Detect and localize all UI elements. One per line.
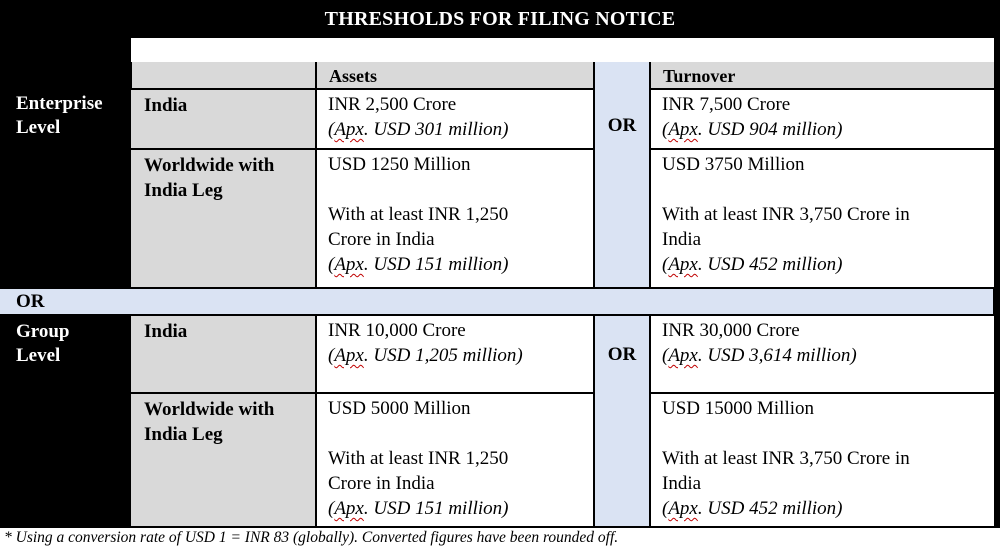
middle-or-label: OR xyxy=(16,291,45,312)
apx-word: Apx xyxy=(334,498,364,519)
group-worldwide-assets-condition-1: With at least INR 1,250 xyxy=(328,448,509,469)
group-worldwide-assets-condition-2: Crore in India xyxy=(328,473,435,494)
right-black-edge xyxy=(994,38,1000,528)
group-worldwide-turnover-value: USD 15000 Million xyxy=(662,398,815,419)
group-india-turnover xyxy=(649,316,994,392)
enterprise-india-label: India xyxy=(131,88,315,148)
group-india-label: India xyxy=(131,316,315,392)
apx-word: Apx xyxy=(668,254,698,275)
enterprise-level-label-line1: Enterprise xyxy=(16,93,103,114)
group-worldwide-assets-value: USD 5000 Million xyxy=(328,398,471,419)
group-worldwide-label xyxy=(131,392,315,528)
enterprise-worldwide-label xyxy=(131,148,315,287)
enterprise-worldwide-turnover-usd: (Apx. USD 452 million) xyxy=(662,254,843,275)
usd-text: . USD 151 million) xyxy=(363,254,509,275)
middle-or-band xyxy=(0,287,994,316)
enterprise-india-assets xyxy=(315,88,593,148)
header-left-black xyxy=(0,38,131,62)
or-column-enterprise xyxy=(593,62,649,287)
enterprise-india-turnover-value: INR 7,500 Crore xyxy=(662,94,791,115)
group-level-label-line1: Group xyxy=(16,321,70,342)
group-worldwide-assets-usd: (Apx. USD 151 million) xyxy=(328,498,509,519)
group-worldwide-turnover-usd: (Apx. USD 452 million) xyxy=(662,498,843,519)
table-title: THRESHOLDS FOR FILING NOTICE xyxy=(0,0,1000,38)
apx-word: Apx xyxy=(668,498,698,519)
usd-text: . USD 1,205 million) xyxy=(363,345,523,366)
group-india-assets-usd: (Apx. USD 1,205 million) xyxy=(328,345,523,366)
enterprise-worldwide-label-line2: India Leg xyxy=(144,180,223,201)
enterprise-worldwide-turnover xyxy=(649,148,994,287)
footnote: * Using a conversion rate of USD 1 = INR 83 (globally). Converted figures have been rounded off. xyxy=(4,529,619,546)
group-worldwide-label-line1: Worldwide with xyxy=(144,399,275,420)
group-level-label-line2: Level xyxy=(16,345,61,366)
group-worldwide-turnover xyxy=(649,392,994,528)
enterprise-worldwide-assets-value: USD 1250 Million xyxy=(328,154,471,175)
group-worldwide-label-line2: India Leg xyxy=(144,424,223,445)
usd-text: . USD 904 million) xyxy=(697,119,843,140)
enterprise-india-assets-value: INR 2,500 Crore xyxy=(328,94,457,115)
enterprise-worldwide-assets-condition-1: With at least INR 1,250 xyxy=(328,204,509,225)
enterprise-or: OR xyxy=(607,115,637,136)
apx-word: Apx xyxy=(334,254,364,275)
enterprise-worldwide-label-line1: Worldwide with xyxy=(144,155,275,176)
enterprise-worldwide-assets xyxy=(315,148,593,287)
enterprise-level-label-line2: Level xyxy=(16,117,61,138)
usd-text: . USD 452 million) xyxy=(697,498,843,519)
group-worldwide-assets xyxy=(315,392,593,528)
usd-text: . USD 3,614 million) xyxy=(697,345,857,366)
apx-word: Apx xyxy=(334,345,364,366)
enterprise-worldwide-assets-condition-2: Crore in India xyxy=(328,229,435,250)
group-worldwide-turnover-condition-1: With at least INR 3,750 Crore in xyxy=(662,448,910,469)
enterprise-worldwide-turnover-condition-2: India xyxy=(662,229,702,250)
usd-text: . USD 151 million) xyxy=(363,498,509,519)
enterprise-india-turnover xyxy=(649,88,994,148)
header-assets: Assets xyxy=(315,62,593,88)
usd-text: . USD 301 million) xyxy=(363,119,509,140)
header-row-blank xyxy=(131,62,315,88)
group-india-turnover-usd: (Apx. USD 3,614 million) xyxy=(662,345,857,366)
group-india-assets-value: INR 10,000 Crore xyxy=(328,320,466,341)
group-level-column xyxy=(0,316,131,528)
apx-word: Apx xyxy=(334,119,364,140)
enterprise-worldwide-assets-usd: (Apx. USD 151 million) xyxy=(328,254,509,275)
apx-word: Apx xyxy=(668,345,698,366)
enterprise-worldwide-turnover-value: USD 3750 Million xyxy=(662,154,805,175)
enterprise-level-column xyxy=(0,38,131,287)
enterprise-india-turnover-usd: (Apx. USD 904 million) xyxy=(662,119,843,140)
header-turnover: Turnover xyxy=(649,62,994,88)
group-worldwide-turnover-condition-2: India xyxy=(662,473,702,494)
apx-word: Apx xyxy=(668,119,698,140)
enterprise-worldwide-turnover-condition-1: With at least INR 3,750 Crore in xyxy=(662,204,910,225)
group-or: OR xyxy=(607,344,637,365)
usd-text: . USD 452 million) xyxy=(697,254,843,275)
group-india-turnover-value: INR 30,000 Crore xyxy=(662,320,800,341)
group-india-assets xyxy=(315,316,593,392)
enterprise-india-assets-usd: (Apx. USD 301 million) xyxy=(328,119,509,140)
